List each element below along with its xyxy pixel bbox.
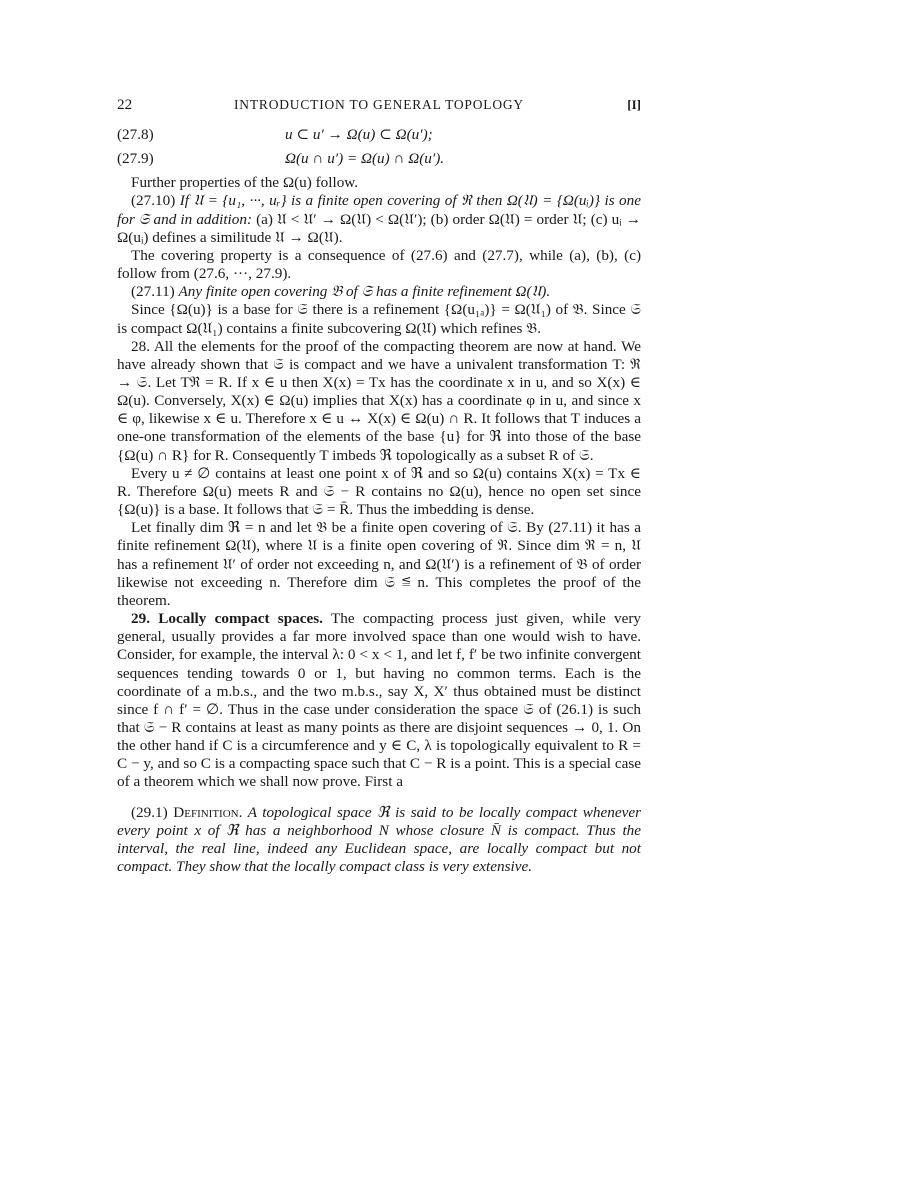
proposition-27-10: [117, 192, 641, 246]
paragraph-section-28: 28. All the elements for the proof of the compacting theorem are now at hand. We have already shown that 𝔖 is compact and we have a univalent transformation T: ℜ → 𝔖. Let Tℜ = R. If x ∈ u then X(x) = Tx has the coordinate x in u, and so X(x) ∈ Ω(u). Conversely, X(x) ∈ Ω(u) implies that X(x) has a coordinate φ in u, and since x ∈ φ, likewise x ∈ u. Therefore x ∈ u ↔ X(x) ∈ Ω(u) ∩ R. It follows that T induces a one-one transformation of the elements of the base {u} for ℜ into those of the base {Ω(u) ∩ R} for R. Consequently T imbeds ℜ topologically as a subset R of 𝔖.: [117, 337, 641, 464]
equation-27-8: [117, 126, 641, 144]
proposition-number: (27.10): [131, 192, 180, 210]
paragraph-section-29: [117, 610, 641, 792]
book-page: [117, 96, 641, 876]
page-header: [117, 96, 641, 114]
proposition-number: (27.11): [131, 283, 179, 301]
equation-number: (27.8): [117, 126, 154, 143]
spacer: [117, 792, 641, 804]
equation-27-9: [117, 150, 641, 168]
section-text: The compacting process just given, while very general, usually provides a far more involved space than one would wish to have. Consider, for example, the interval λ: 0 < x < 1, and let f, f′ be two infinite convergent sequences tending towards 0 or 1, but having no common terms. Each is the coordinate of a m.b.s., and the two m.b.s., say X, X′ thus obtained must be distinct since f ∩ f′ = ∅. Thus in the case under consideration the space 𝔖 of (26.1) is such that 𝔖 − R contains at least as many points as there are disjoint sequences → 0, 1. On the other hand if C is a circumference and y ∈ C, λ is topologically equivalent to R = C − y, and so C is a compacting space such that C − R is a point. This is a special case of a theorem which we shall now prove. First a: [117, 610, 641, 791]
proposition-statement-cont: (a) 𝔘 < 𝔘′ → Ω(𝔘) < Ω(𝔘′); (b) order Ω(𝔘) = order 𝔘; (c) uᵢ → Ω(uᵢ) defines a similitude 𝔘 → Ω(𝔘).: [117, 210, 641, 246]
definition-label: Definition.: [173, 803, 243, 821]
equation-number: (27.9): [117, 150, 154, 168]
page-number: 22: [117, 96, 133, 113]
proposition-27-11: [117, 283, 641, 301]
running-title: INTRODUCTION TO GENERAL TOPOLOGY: [234, 97, 524, 112]
paragraph-further-properties: Further properties of the Ω(u) follow.: [131, 174, 359, 192]
paragraph-proof-27-11: Since {Ω(u)} is a base for 𝔖 there is a refinement {Ω(u₁ₐ)} = Ω(𝔘₁) of 𝔅. Since 𝔖 is compact Ω(𝔘₁) contains a finite subcovering Ω(𝔘) which refines 𝔅.: [117, 301, 641, 337]
proposition-statement: If 𝔘 = {u₁, ···, uᵣ} is a finite open covering of ℜ then Ω(𝔘) = {Ω(uᵢ)} is one for 𝔖 and in addition:: [117, 192, 641, 228]
paragraph-dimension: Let finally dim ℜ = n and let 𝔅 be a finite open covering of 𝔖. By (27.11) it has a finite refinement Ω(𝔘), where 𝔘 is a finite open covering of ℜ. Since dim ℜ = n, 𝔘 has a refinement 𝔘′ of order not exceeding n, and Ω(𝔘′) is a refinement of 𝔅 of order likewise not exceeding n. Therefore dim 𝔖 ≦ n. This completes the proof of the theorem.: [117, 519, 641, 609]
definition-text: A topological space ℜ is said to be locally compact whenever every point x of ℜ has a neighborhood N whose closure N̄ is compact. Thus the interval, the real line, indeed any Euclidean space, are locally compact but not compact. They show that the locally compact class is very extensive.: [117, 803, 641, 876]
definition-29-1: [117, 804, 641, 877]
equation-body: Ω(u ∩ u′) = Ω(u) ∩ Ω(u′).: [285, 150, 445, 168]
definition-number: (29.1): [131, 803, 174, 821]
proposition-statement: Any finite open covering 𝔅 of 𝔖 has a finite refinement Ω(𝔘).: [178, 283, 551, 301]
paragraph-dense-imbedding: Every u ≠ ∅ contains at least one point x of ℜ and so Ω(u) contains X(x) = Tx ∈ R. Therefore Ω(u) meets R and 𝔖 − R contains no Ω(u), hence no open set since {Ω(u)} is a base. It follows that 𝔖 = R̄. Thus the imbedding is dense.: [117, 464, 641, 519]
section-heading: 29. Locally compact spaces.: [131, 610, 323, 628]
paragraph-covering-property: The covering property is a consequence of (27.6) and (27.7), while (a), (b), (c) follow from (27.6, ···, 27.9).: [117, 246, 641, 283]
section-marker: [I]: [627, 97, 641, 112]
equation-body: u ⊂ u′ → Ω(u) ⊂ Ω(u′);: [285, 126, 433, 143]
